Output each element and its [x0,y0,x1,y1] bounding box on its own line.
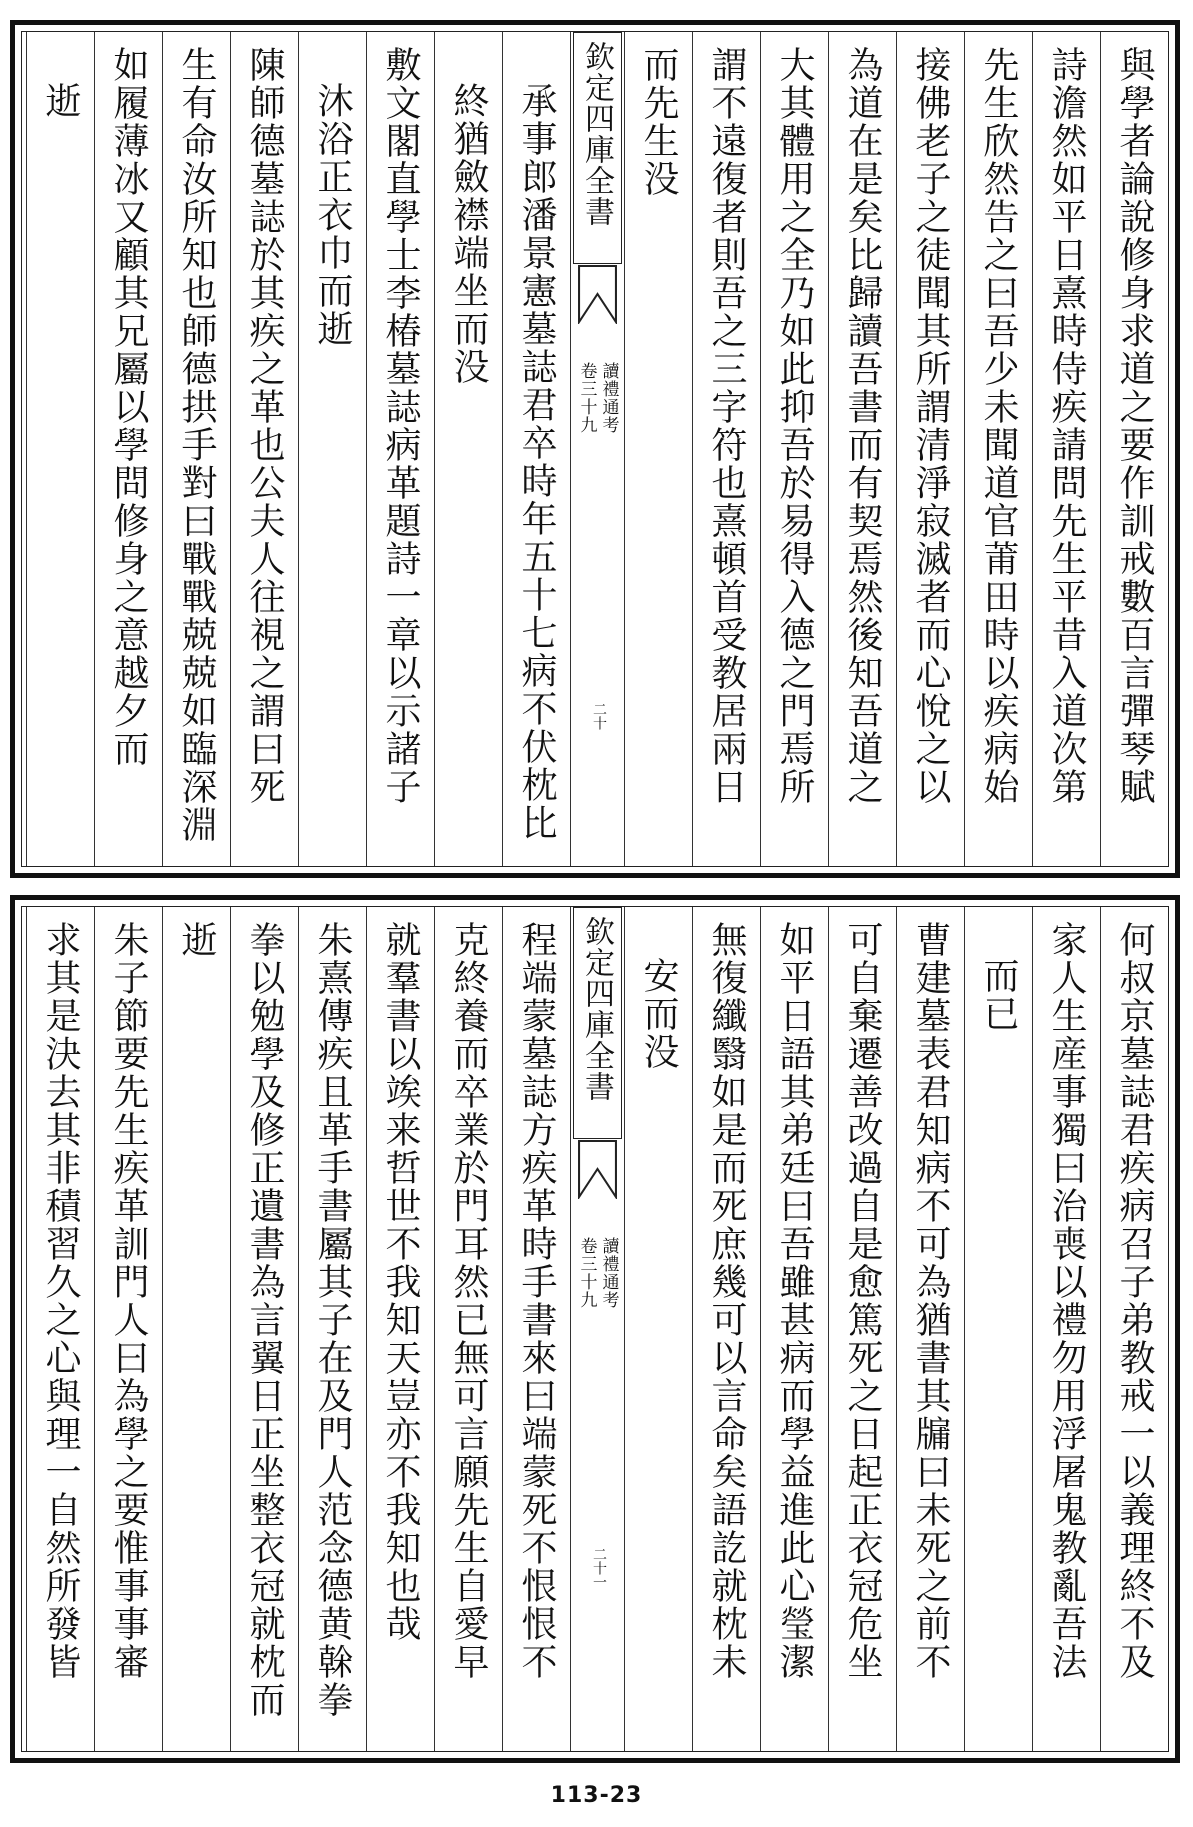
bottom-page-columns [22,907,1168,1751]
book-series-title: 欽定四庫全書 [579,916,614,1102]
column-text: 就羣書以竢来哲世不我知天豈亦不我知也哉 [380,921,421,1643]
text-column [94,32,162,866]
top-page [10,20,1180,878]
text-column [1100,907,1168,1751]
top-page-columns [22,32,1168,866]
top-page-frame [21,31,1169,867]
text-column [760,32,828,866]
book-name: 讀禮通考 [598,1237,619,1309]
text-column [896,32,964,866]
column-text: 程端蒙墓誌方疾革時手書來曰端蒙死不恨恨不 [516,921,557,1681]
book-subtitle [571,362,624,434]
text-column [828,32,896,866]
fish-tail-ornament-icon [577,264,618,324]
text-column [26,32,94,866]
column-text: 拳以勉學及修正遺書為言翼日正坐整衣冠就枕而 [244,921,285,1719]
column-text: 陳師德墓誌於其疾之革也公夫人往視之謂曰死 [244,46,285,806]
text-column [366,32,434,866]
text-column [828,907,896,1751]
bottom-page-frame [21,906,1169,1752]
column-text: 而已 [978,957,1019,1033]
column-text: 為道在是矣比歸讀吾書而有契焉然後知吾道之 [842,46,883,806]
column-text: 克終養而卒業於門耳然已無可言願先生自愛早 [448,921,489,1681]
text-column [298,32,366,866]
page-footer-number: 113-23 [550,1783,643,1808]
column-text: 逝 [176,921,217,959]
text-column [1100,32,1168,866]
page-number: 二十 [591,702,607,730]
text-column [26,907,94,1751]
text-column [230,32,298,866]
column-text: 沐浴正衣巾而逝 [312,82,353,348]
text-column [692,32,760,866]
text-column [1032,32,1100,866]
column-text: 接佛老子之徒聞其所謂清淨寂滅者而心悅之以 [910,46,951,806]
column-text: 敷文閣直學士李椿墓誌病革題詩一章以示諸子 [380,46,421,806]
text-column [964,32,1032,866]
text-column [502,32,570,866]
fish-tail-ornament-icon [577,1139,618,1199]
center-margin-column [570,907,624,1751]
book-title-box [573,907,622,1139]
text-column [1032,907,1100,1751]
text-column [162,32,230,866]
column-text: 詩澹然如平日熹時侍疾請問先生平昔入道次第 [1046,46,1087,806]
column-text: 朱子節要先生疾革訓門人曰為學之要惟事事審 [108,921,149,1681]
column-text: 無復纖翳如是而死庶幾可以言命矣語訖就枕未 [706,921,747,1681]
text-column [624,32,692,866]
text-column [162,907,230,1751]
text-column [434,32,502,866]
column-text: 家人生産事獨曰治喪以禮勿用浮屠鬼教亂吾法 [1046,921,1087,1681]
column-text: 求其是決去其非積習久之心與理一自然所發皆 [40,921,81,1681]
column-text: 終猶斂襟端坐而没 [448,82,489,386]
column-text: 曹建墓表君知病不可為猶書其牖曰未死之前不 [910,921,951,1681]
volume-number: 卷三十九 [576,362,597,434]
text-column [896,907,964,1751]
text-column [760,907,828,1751]
column-text: 朱熹傳疾且革手書屬其子在及門人范念德黄榦拳 [312,921,353,1719]
volume-number: 卷三十九 [576,1237,597,1309]
center-margin-column [570,32,624,866]
book-name: 讀禮通考 [598,362,619,434]
column-text: 如履薄冰又顧其兄屬以學問修身之意越夕而 [108,46,149,768]
text-column [94,907,162,1751]
column-text: 何叔京墓誌君疾病召子弟教戒一以義理終不及 [1114,921,1155,1681]
text-column [434,907,502,1751]
column-text: 與學者論說修身求道之要作訓戒數百言彈琴賦 [1114,46,1155,806]
book-subtitle [571,1237,624,1309]
text-column [692,907,760,1751]
book-title-box [573,32,622,264]
book-series-title: 欽定四庫全書 [579,41,614,227]
column-text: 安而没 [638,957,679,1071]
text-column [964,907,1032,1751]
bottom-page [10,895,1180,1763]
column-text: 大其體用之全乃如此抑吾於易得入德之門焉所 [774,46,815,806]
text-column [366,907,434,1751]
column-text: 生有命汝所知也師德拱手對曰戰戰兢兢如臨深淵 [176,46,217,844]
column-text: 如平日語其弟廷曰吾雖甚病而學益進此心瑩潔 [774,921,815,1681]
column-text: 逝 [40,82,81,120]
text-column [230,907,298,1751]
text-column [502,907,570,1751]
text-column [624,907,692,1751]
page-number: 二十一 [591,1547,607,1589]
column-text: 先生欣然告之曰吾少未聞道官莆田時以疾病始 [978,46,1019,806]
column-text: 而先生没 [638,46,679,198]
column-text: 承事郎潘景憲墓誌君卒時年五十七病不伏枕比 [516,82,557,842]
text-column [298,907,366,1751]
column-text: 謂不遠復者則吾之三字符也熹頓首受教居兩日 [706,46,747,806]
column-text: 可自棄遷善改過自是愈篤死之日起正衣冠危坐 [842,921,883,1681]
